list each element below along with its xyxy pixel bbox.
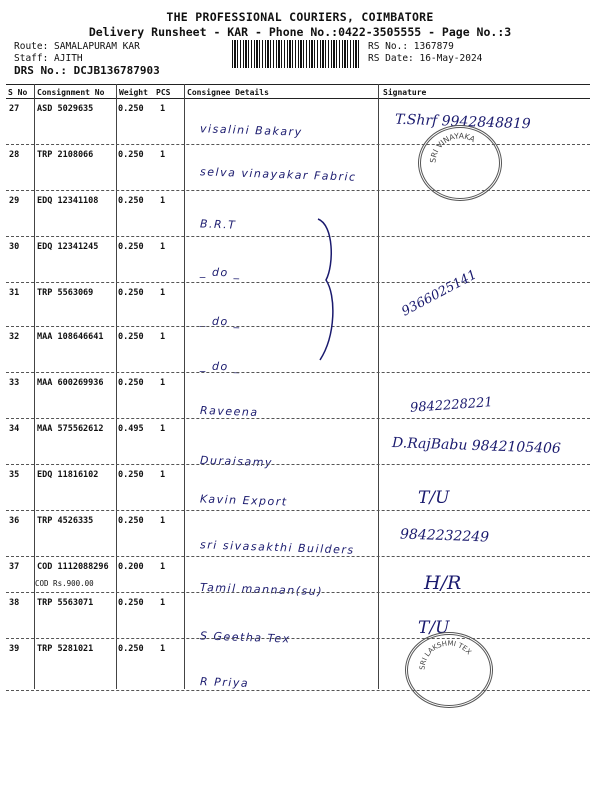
row-pcs: 1 — [160, 470, 166, 480]
row-pcs: 1 — [160, 516, 166, 526]
row-cod-amount: COD Rs.900.00 — [35, 579, 94, 588]
row-weight: 0.250 — [118, 288, 144, 298]
column-divider — [184, 84, 185, 689]
row-separator — [6, 418, 590, 419]
row-sno: 34 — [9, 424, 20, 434]
row-consignment-no: TRP 2108066 — [37, 150, 94, 160]
row-consignee-details: B.R.T — [199, 217, 237, 232]
row-sno: 32 — [9, 332, 20, 342]
row-consignment-no: EDQ 11816102 — [37, 470, 99, 480]
row-sno: 35 — [9, 470, 20, 480]
row-signature: 9366025141 — [399, 267, 480, 320]
row-consignee-details: Duraisamy — [199, 453, 274, 470]
row-consignment-no: EDQ 12341108 — [37, 196, 99, 206]
row-consignee-details: Raveena — [199, 403, 259, 420]
row-pcs: 1 — [160, 378, 166, 388]
barcode — [232, 40, 360, 68]
row-consignment-no: TRP 4526335 — [37, 516, 94, 526]
col-consignee: Consignee Details — [187, 88, 269, 97]
row-signature: T.Shrf 9942848819 — [394, 111, 531, 133]
row-consignee-details: selva vinayakar Fabric — [199, 165, 357, 184]
row-separator — [6, 556, 590, 557]
row-weight: 0.200 — [118, 562, 144, 572]
row-separator — [6, 690, 590, 691]
table-header-rule — [6, 98, 590, 99]
company-stamp — [418, 125, 502, 201]
row-sno: 29 — [9, 196, 20, 206]
row-consignee-details: _ do _ — [199, 265, 241, 280]
row-sno: 37 — [9, 562, 20, 572]
row-separator — [6, 464, 590, 465]
row-consignment-no: ASD 5029635 — [37, 104, 94, 114]
row-sno: 38 — [9, 598, 20, 608]
row-consignment-no: EDQ 12341245 — [37, 242, 99, 252]
row-weight: 0.250 — [118, 196, 144, 206]
col-sno: S No — [8, 88, 28, 97]
row-weight: 0.250 — [118, 242, 144, 252]
table-top-rule — [6, 84, 590, 85]
row-consignee-details: Kavin Export — [199, 492, 288, 509]
company-title: THE PROFESSIONAL COURIERS, COIMBATORE — [166, 10, 434, 24]
row-signature: 9842232249 — [399, 526, 490, 546]
row-consignment-no: TRP 5563071 — [37, 598, 94, 608]
row-consignee-details: S Geetha Tex — [199, 629, 291, 646]
rs-date: RS Date: 16-May-2024 — [368, 53, 483, 64]
row-weight: 0.250 — [118, 470, 144, 480]
row-consignee-details: _ do _ — [199, 314, 241, 329]
row-consignment-no: MAA 600269936 — [37, 378, 104, 388]
col-consignment: Consignment No — [37, 88, 105, 97]
stamp-graphic — [408, 635, 490, 705]
row-consignee-details: visalini Bakary — [199, 122, 303, 139]
col-pcs: PCS — [156, 88, 171, 97]
row-separator — [6, 144, 590, 145]
column-divider — [116, 84, 117, 689]
row-separator — [6, 326, 590, 327]
row-separator — [6, 190, 590, 191]
row-weight: 0.250 — [118, 104, 144, 114]
row-sno: 28 — [9, 150, 20, 160]
row-consignment-no: MAA 108646641 — [37, 332, 104, 342]
row-pcs: 1 — [160, 562, 166, 572]
row-pcs: 1 — [160, 332, 166, 342]
row-signature: H/R — [424, 572, 462, 594]
row-signature: T/U — [418, 488, 450, 508]
stamp-text: SRI LAKSHMI TEX — [418, 639, 473, 671]
row-consignment-no: TRP 5563069 — [37, 288, 94, 298]
row-separator — [6, 510, 590, 511]
column-divider — [34, 84, 35, 689]
row-sno: 33 — [9, 378, 20, 388]
row-consignment-no: TRP 5281021 — [37, 644, 94, 654]
drs-number: DRS No.: DCJB136787903 — [14, 64, 160, 77]
row-weight: 0.250 — [118, 332, 144, 342]
column-divider — [378, 84, 379, 689]
row-pcs: 1 — [160, 424, 166, 434]
row-pcs: 1 — [160, 644, 166, 654]
row-consignee-details: Tamil mannan(su) — [199, 580, 324, 599]
row-weight: 0.250 — [118, 378, 144, 388]
stamp-text: SRI VINAYAKA — [428, 131, 477, 164]
row-sno: 30 — [9, 242, 20, 252]
row-separator — [6, 282, 590, 283]
col-weight: Weight — [119, 88, 148, 97]
row-signature: 9842228221 — [409, 395, 494, 416]
rs-number: RS No.: 1367879 — [368, 41, 454, 52]
row-consignment-no: COD 1112088296 — [37, 562, 109, 572]
staff-label: Staff: AJITH — [14, 53, 83, 64]
row-sno: 39 — [9, 644, 20, 654]
stamp-graphic — [421, 128, 499, 198]
row-weight: 0.250 — [118, 644, 144, 654]
row-weight: 0.495 — [118, 424, 144, 434]
row-weight: 0.250 — [118, 598, 144, 608]
row-sno: 27 — [9, 104, 20, 114]
row-signature: D.RajBabu 9842105406 — [391, 435, 562, 457]
runsheet-subtitle: Delivery Runsheet - KAR - Phone No.:0422-3505555 - Page No.:3 — [88, 25, 512, 39]
row-separator — [6, 236, 590, 237]
row-separator — [6, 638, 590, 639]
row-weight: 0.250 — [118, 150, 144, 160]
company-stamp — [405, 632, 493, 708]
row-consignee-details: R Priya — [199, 675, 250, 690]
row-separator — [6, 592, 590, 593]
row-sno: 31 — [9, 288, 20, 298]
row-pcs: 1 — [160, 288, 166, 298]
ditto-bracket — [316, 215, 340, 365]
row-pcs: 1 — [160, 104, 166, 114]
row-pcs: 1 — [160, 598, 166, 608]
row-pcs: 1 — [160, 150, 166, 160]
row-pcs: 1 — [160, 242, 166, 252]
row-consignee-details: sri sivasakthi Builders — [199, 538, 355, 557]
row-consignee-details: _ do _ — [199, 359, 241, 374]
row-pcs: 1 — [160, 196, 166, 206]
row-sno: 36 — [9, 516, 20, 526]
col-signature: Signature — [383, 88, 427, 97]
row-consignment-no: MAA 575562612 — [37, 424, 104, 434]
route-label: Route: SAMALAPURAM KAR — [14, 41, 140, 52]
row-separator — [6, 372, 590, 373]
row-signature: T/U — [418, 618, 450, 638]
row-weight: 0.250 — [118, 516, 144, 526]
